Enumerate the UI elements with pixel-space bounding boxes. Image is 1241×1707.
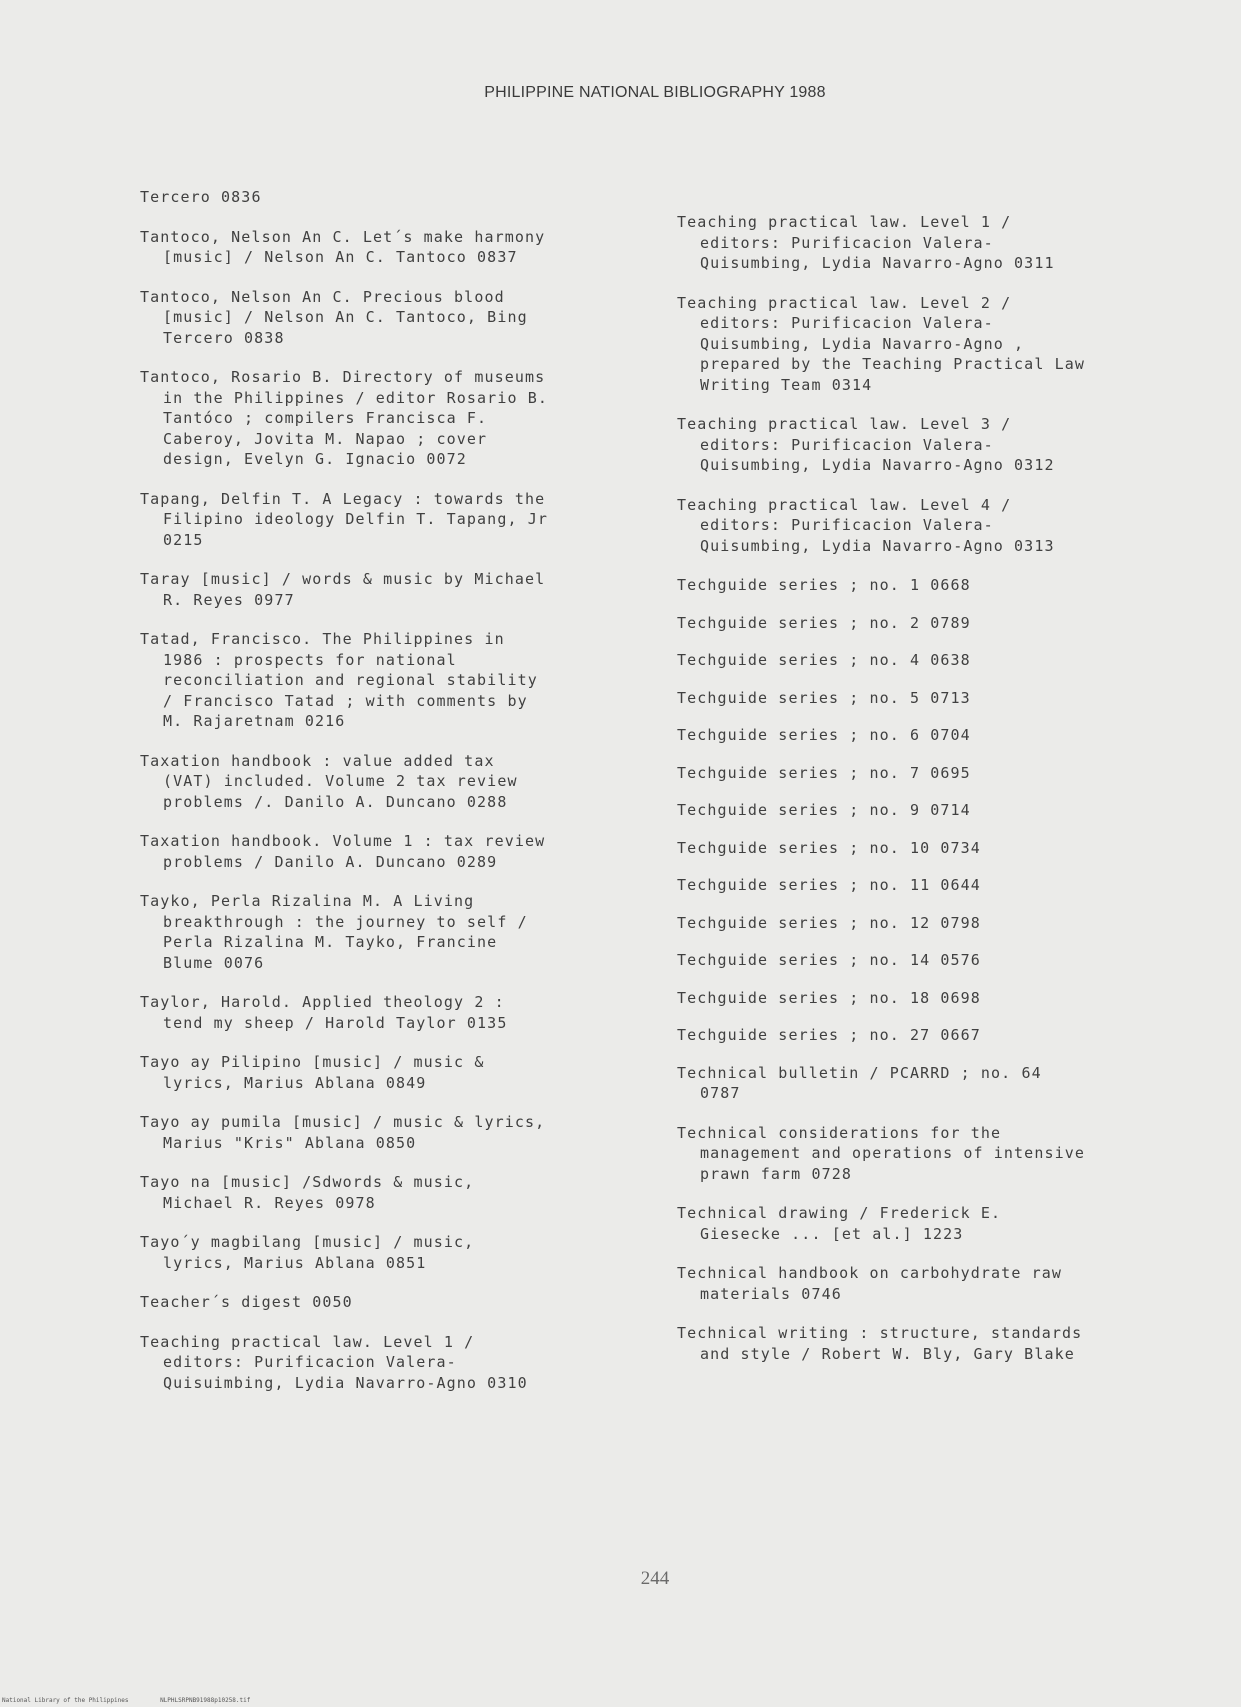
bibliography-entry: Taxation handbook : value added tax (VAT) included. Volume 2 tax review problems /. Danilo A. Duncano 0288 [140, 751, 518, 811]
bibliography-entry: Techguide series ; no. 7 0695 [677, 763, 971, 782]
page-number: 244 [640, 1568, 670, 1589]
bibliography-entry: Tantoco, Nelson An C. Let´s make harmony [music] / Nelson An C. Tantoco 0837 [140, 227, 546, 266]
bibliography-entry: Taylor, Harold. Applied theology 2 : tend my sheep / Harold Taylor 0135 [140, 993, 508, 1032]
left-column [140, 187, 660, 1412]
right-column [677, 212, 1237, 1383]
bibliography-entry: Technical handbook on carbohydrate raw materials 0746 [677, 1264, 1062, 1303]
bibliography-entry: Teaching practical law. Level 4 / editors: Purificacion Valera- Quisumbing, Lydia Navarro-Agno 0313 [677, 495, 1055, 555]
page-header-title: PHILIPPINE NATIONAL BIBLIOGRAPHY 1988 [484, 84, 826, 101]
scan-footer [2, 1697, 278, 1704]
bibliography-entry: Teaching practical law. Level 3 / editors: Purificacion Valera- Quisumbing, Lydia Navarro-Agno 0312 [677, 415, 1055, 474]
bibliography-entry: Technical drawing / Frederick E. Giesecke ... [et al.] 1223 [677, 1204, 1002, 1243]
bibliography-entry: Technical considerations for the management and operations of intensive prawn farm 0728 [677, 1123, 1085, 1183]
bibliography-entry: Techguide series ; no. 1 0668 [677, 576, 971, 594]
bibliography-entry: Tercero 0836 [140, 188, 262, 206]
bibliography-entry: Tayko, Perla Rizalina M. A Living breakthrough : the journey to self / Perla Rizalina M. Tayko, Francine Blume 0076 [140, 892, 528, 972]
bibliography-entry: Tapang, Delfin T. A Legacy : towards the Filipino ideology Delfin T. Tapang, Jr 0215 [140, 489, 548, 549]
bibliography-entry: Techguide series ; no. 27 0667 [677, 1026, 981, 1044]
bibliography-entry: Techguide series ; no. 5 0713 [677, 688, 971, 707]
bibliography-entry: Techguide series ; no. 18 0698 [677, 988, 981, 1007]
bibliography-entry: Tayo na [music] /Sdwords & music, Michael R. Reyes 0978 [140, 1173, 475, 1212]
bibliography-entry: Techguide series ; no. 14 0576 [677, 951, 981, 969]
bibliography-entry: Technical writing : structure, standards and style / Robert W. Bly, Gary Blake [677, 1324, 1083, 1363]
bibliography-entry: Tayo ay pumila [music] / music & lyrics, Marius "Kris" Ablana 0850 [140, 1113, 546, 1152]
bibliography-entry: Teacher´s digest 0050 [140, 1293, 353, 1311]
bibliography-entry: Techguide series ; no. 11 0644 [677, 876, 981, 894]
bibliography-entry: Techguide series ; no. 4 0638 [677, 651, 971, 669]
bibliography-entry: Tayo ay Pilipino [music] / music & lyrics, Marius Ablana 0849 [140, 1053, 485, 1092]
bibliography-entry: Tatad, Francisco. The Philippines in 1986 : prospects for national reconciliation and regional stability / Francisco Tatad ; with comments by M. Rajaretnam 0216 [140, 630, 538, 730]
bibliography-entry: Techguide series ; no. 6 0704 [677, 726, 971, 744]
bibliography-entry: Tantoco, Rosario B. Directory of museums in the Philippines / editor Rosario B. Tantóco ; compilers Francisca F. Caberoy, Jovita M. Napao ; cover design, Evelyn G. Ignacio 0072 [140, 368, 548, 468]
bibliography-entry: Teaching practical law. Level 2 / editors: Purificacion Valera- Quisumbing, Lydia Navarro-Agno , prepared by the Teaching Practical Law Writing Team 0314 [677, 293, 1085, 394]
bibliography-entry: Tantoco, Nelson An C. Precious blood [music] / Nelson An C. Tantoco, Bing Tercero 0838 [140, 287, 528, 347]
footer-library: National Library of the Philippines [2, 1697, 129, 1704]
bibliography-entry: Taray [music] / words & music by Michael R. Reyes 0977 [140, 570, 546, 609]
footer-file: NLPHLSRPNB91988p10258.tif [160, 1697, 251, 1704]
bibliography-entry: Techguide series ; no. 10 0734 [677, 838, 981, 857]
bibliography-entry: Technical bulletin / PCARRD ; no. 64 0787 [677, 1063, 1042, 1102]
bibliography-entry: Techguide series ; no. 12 0798 [677, 913, 981, 932]
bibliography-entry: Taxation handbook. Volume 1 : tax review problems / Danilo A. Duncano 0289 [140, 832, 546, 871]
bibliography-entry: Techguide series ; no. 9 0714 [677, 801, 971, 819]
bibliography-entry: Teaching practical law. Level 1 / editors: Purificacion Valera- Quisuimbing, Lydia Navarro-Agno 0310 [140, 1332, 528, 1392]
bibliography-entry: Teaching practical law. Level 1 / editors: Purificacion Valera- Quisumbing, Lydia Navarro-Agno 0311 [677, 213, 1055, 272]
bibliography-entry: Techguide series ; no. 2 0789 [677, 613, 971, 632]
bibliography-entry: Tayo´y magbilang [music] / music, lyrics, Marius Ablana 0851 [140, 1233, 475, 1272]
